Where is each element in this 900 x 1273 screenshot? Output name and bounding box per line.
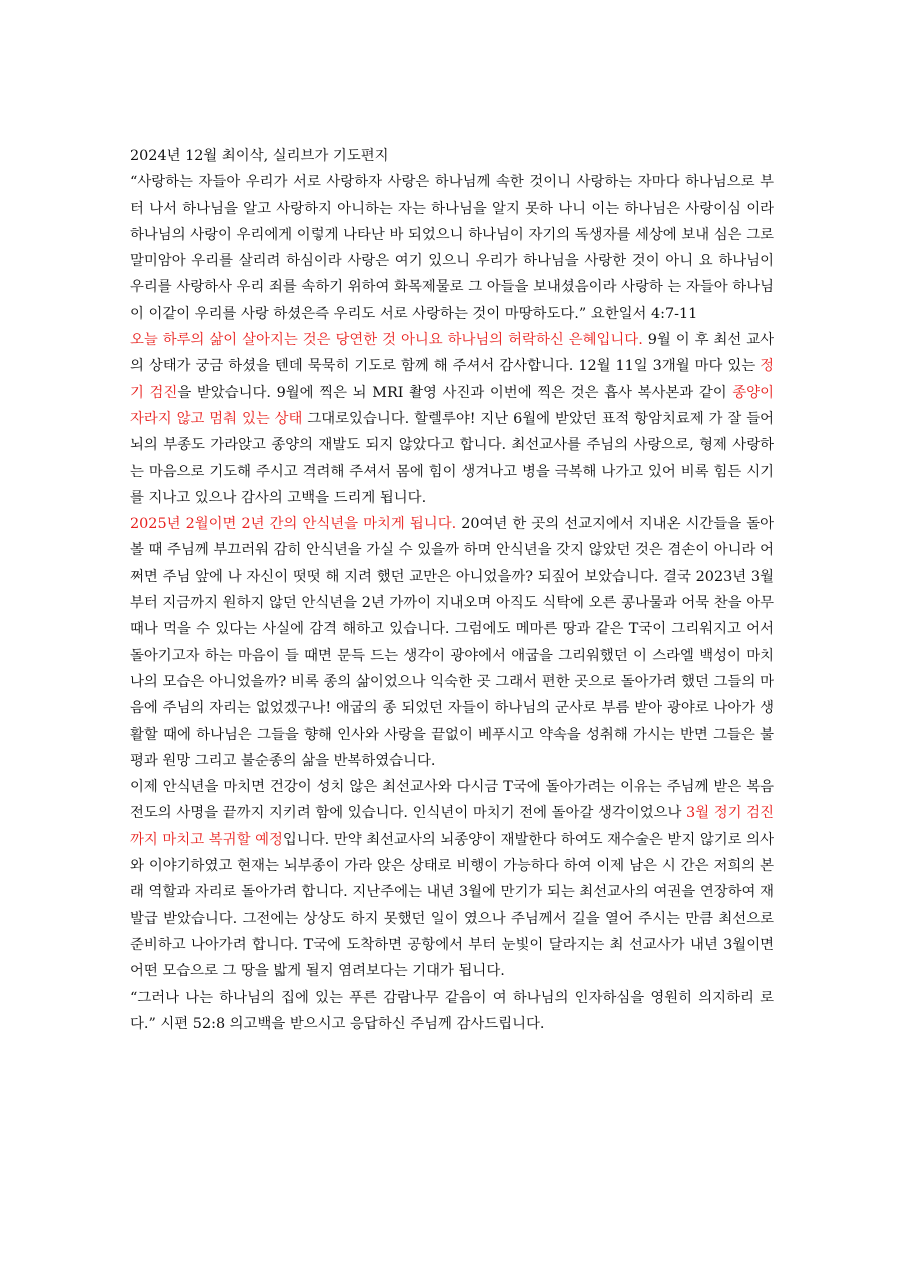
letter-paragraph [130,327,774,511]
letter-page [130,143,774,1037]
letter-paragraph [130,985,774,1038]
letter-paragraph [130,169,774,327]
body-text: 입니다. 만약 최선교사의 뇌종양이 재발한다 하여도 재수술은 받지 않기로 의사와 이야기하였고 현재는 뇌부종이 가라 앉은 상태로 비행이 가능하다 하여 이제 남은 시 간은 저희의 본래 역할과 자리로 돌아가려 합니다. 지난주에는 내년 3월에 만기가 되는 최선교사의 여권을 연장하여 재발급 받았습니다. 그전에는 상상도 하지 못했던 일이 였으나 주님께서 길을 열어 주시는 만큼 최선으로 준비하고 나아가려 합니다. T국에 도착하면 공항에서 부터 눈빛이 달라지는 최 선교사가 내년 3월이면 어떤 모습으로 그 땅을 밟게 될지 염려보다는 기대가 됩니다. [130,831,774,980]
letter-paragraph [130,774,774,984]
body-text: 9월 이 후 최선 교사의 상태가 궁금 하셨을 텐데 묵묵히 기도로 함께 해 주셔서 감사합니다. 12월 11일 3개월 마다 있는 [130,332,774,375]
body-text: 그대로있습니다. 할렐루야! 지난 6월에 받았던 표적 항암치료제 가 잘 들어 뇌의 부종도 가라앉고 종양의 재발도 되지 않았다고 합니다. 최선교사를 주님의 사랑으로, 형제 사랑하는 마음으로 기도해 주시고 격려해 주셔서 몸에 힘이 생겨나고 병을 극복해 나가고 있어 비록 힘든 시기를 지나고 있으나 감사의 고백을 드리게 됩니다. [130,410,774,506]
body-text: 을 받았습니다. 9월에 찍은 뇌 MRI 촬영 사진과 이번에 찍은 것은 흡사 복사본과 같이 [177,384,733,401]
letter-paragraph [130,511,774,774]
highlighted-text: 2025년 2월이면 2년 간의 안식년을 마치게 됩니다. [130,516,457,533]
letter-body [130,169,774,1037]
body-text: 이제 안식년을 마치면 건강이 성치 않은 최선교사와 다시금 T국에 돌아가려는 이유는 주님께 받은 복음 전도의 사명을 끝까지 지키려 함에 있습니다. 인식년이 마치기 전에 돌아갈 생각이었으나 [130,779,774,822]
highlighted-text: 오늘 하루의 삶이 살아지는 것은 당연한 것 아니요 하나님의 허락하신 은혜입니다. [130,332,643,349]
highlighted-text: 종양이 자라지 않고 멈춰 있는 상태 [130,384,774,427]
letter-title: 2024년 12월 최이삭, 실리브가 기도편지 [130,148,389,164]
body-text: “사랑하는 자들아 우리가 서로 사랑하자 사랑은 하나님께 속한 것이니 사랑하는 자마다 하나님으로 부터 나서 하나님을 알고 사랑하지 아니하는 자는 하나님을 알지 못하 나니 이는 하나님은 사랑이심 이라 하나님의 사랑이 우리에게 이렇게 나타난 바 되었으니 하나님이 자기의 독생자를 세상에 보내 심은 그로 말미암아 우리를 살리려 하심이라 사랑은 여기 있으니 우리가 하나님을 사랑한 것이 아니 요 하나님이 우리를 사랑하사 우리 죄를 속하기 위하여 화목제물로 그 아들을 보내셨음이라 사랑하 는 자들아 하나님이 이같이 우리를 사랑 하셨은즉 우리도 서로 사랑하는 것이 마땅하도다.” 요한일서 4:7-11 [130,174,774,322]
body-text: “그러나 나는 하나님의 집에 있는 푸른 감람나무 같음이 여 하나님의 인자하심을 영원히 의지하리 로다.” 시편 52:8 의고백을 받으시고 응답하신 주님께 감사드립니다. [130,989,774,1032]
highlighted-text: 3월 정기 검진까지 마치고 복귀할 예정 [130,805,774,848]
body-text: 20여년 한 곳의 선교지에서 지내온 시간들을 돌아볼 때 주님께 부끄러워 감히 안식년을 가실 수 있을까 하며 안식년을 갓지 않았던 것은 겸손이 아니라 어쩌면 주님 앞에 나 자신이 떳떳 해 지려 했던 교만은 아니었을까? 되짚어 보았습니다. 결국 2023년 3월부터 지금까지 원하지 않던 안식년을 2년 가까이 지내오며 아직도 식탁에 오른 콩나물과 어묵 찬을 아무 때나 먹을 수 있다는 사실에 감격 해하고 있습니다. 그럼에도 메마른 땅과 같은 T국이 그리워지고 어서 돌아기고자 하는 마음이 들 때면 문득 드는 생각이 광야에서 애굽을 그리워했던 이 스라엘 백성이 마치 나의 모습은 아니었을까? 비록 종의 삶이었으나 익숙한 곳 그래서 편한 곳으로 돌아가려 했던 그들의 마음에 주님의 자리는 없었겠구나! 애굽의 종 되었던 자들이 하나님의 군사로 부름 받아 광야로 나아가 생활할 때에 하나님은 그들을 향해 인사와 사랑을 끝없이 베푸시고 약속을 성취해 가시는 반면 그들은 불평과 원망 그리고 불순종의 삶을 반복하였습니다. [130,516,774,769]
highlighted-text: 정기 검진 [130,358,774,401]
